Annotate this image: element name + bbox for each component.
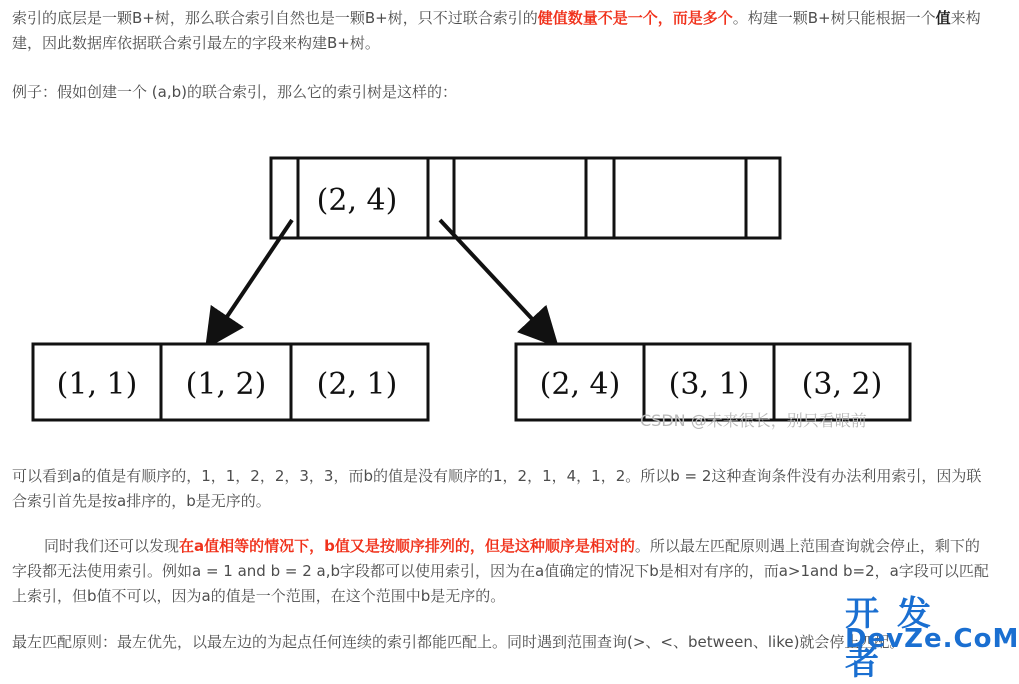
intro-text-c: 来构建，因此数据库依据联合索引最左的字段来构建B+树。 xyxy=(12,9,981,52)
para3-text-a: 同时我们还可以发现 xyxy=(44,537,180,555)
intro-highlight: 健值数量不是一个，而是多个 xyxy=(537,9,733,27)
intro-text-a: 索引的底层是一颗B+树，那么联合索引自然也是一颗B+树，只不过联合索引的 xyxy=(12,9,538,27)
devze-logo-en: DevZe.CoM xyxy=(845,624,1019,654)
intro-text-b: 。构建一颗B+树只能根据一个 xyxy=(732,9,936,27)
left-leaf-key-3: (2, 1) xyxy=(316,367,398,402)
root-node xyxy=(271,158,780,238)
para3-text-b: 。所以最左匹配原则遇上范围查询就会停止，剩下的字段都无法使用索引。例如a = 1 and b = 2 a,b字段都可以使用索引，因为在a值确定的情况下b是相对有序的，而a>1and b=2，a字段可以匹配上索引，但b值不可以，因为a的值是一个范围，在这个范围中b是无序的。 xyxy=(12,537,989,605)
left-leaf-node xyxy=(33,344,428,420)
left-leaf-key-2: (1, 2) xyxy=(185,367,267,402)
csdn-watermark: CSDN @未来很长，别只看眼前 xyxy=(640,411,867,430)
intro-bold: 值 xyxy=(935,9,951,27)
right-leaf-key-2: (3, 1) xyxy=(668,367,750,402)
bplus-tree-diagram xyxy=(0,140,1000,440)
intro-paragraph xyxy=(12,6,992,56)
example-paragraph: 例子：假如创建一个 (a,b)的联合索引，那么它的索引树是这样的： xyxy=(12,83,457,101)
left-leaf-key-1: (1, 1) xyxy=(56,367,138,402)
root-key: (2, 4) xyxy=(316,183,398,218)
left-arrow xyxy=(214,220,292,336)
devze-logo-cn: 开发者 xyxy=(845,594,949,683)
leftmost-match-paragraph: 最左匹配原则：最左优先，以最左边的为起点任何连续的索引都能匹配上。同时遇到范围查询(>、<、between、like)就会停止匹配。 xyxy=(12,633,905,651)
para3-highlight: 在a值相等的情况下，b值又是按顺序排列的，但是这种顺序是相对的 xyxy=(179,537,635,555)
right-leaf-key-3: (3, 2) xyxy=(801,367,883,402)
right-leaf-key-1: (2, 4) xyxy=(539,367,621,402)
order-paragraph: 可以看到a的值是有顺序的，1，1，2，2，3，3，而b的值是没有顺序的1，2，1，4，1，2。所以b = 2这种查询条件没有办法利用索引，因为联合索引首先是按a排序的，b是无序的。 xyxy=(12,467,982,510)
